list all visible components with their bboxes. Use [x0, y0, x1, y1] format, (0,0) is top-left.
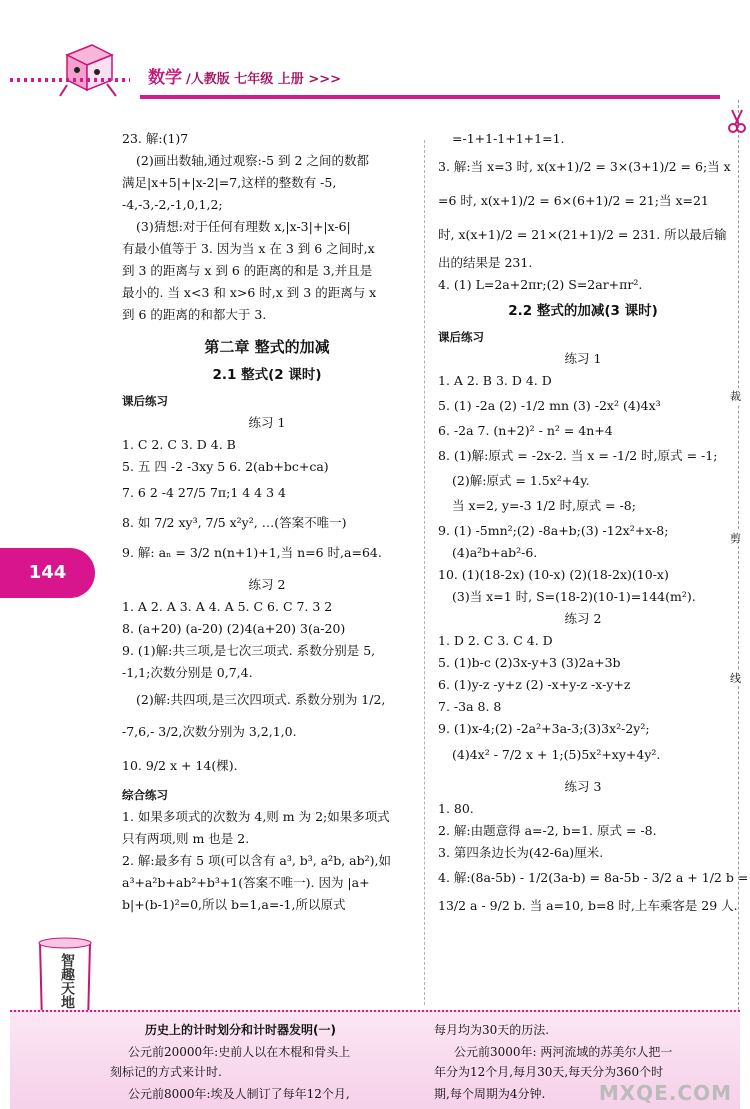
answer-line: a³+a²b+ab²+b³+1(答案不唯一). 因为 |a+	[122, 875, 370, 890]
answer-line: 10. 9/2 x + 14(棵).	[122, 758, 238, 773]
answer-line: 6. (1)y-z -y+z (2) -x+y-z -x-y+z	[438, 677, 631, 692]
answer-line: 有最小值等于 3. 因为当 x 在 3 到 6 之间时,x	[122, 241, 375, 256]
answer-line: 1. 80.	[438, 801, 474, 816]
answer-line: 时, x(x+1)/2 = 21×(21+1)/2 = 231. 所以最后输	[438, 227, 727, 242]
exercise-title: 练习 1	[564, 351, 602, 366]
exercise-title: 练习 3	[564, 779, 602, 794]
history-title: 历史上的计时划分和计时器发明(一)	[145, 1023, 336, 1037]
answer-line: 出的结果是 231.	[438, 255, 533, 270]
cut-label-2: 剪	[730, 532, 741, 545]
history-line: 刻标记的方式来计时.	[110, 1065, 222, 1079]
answer-line: 23. 解:(1)7	[122, 131, 189, 146]
subheading-after-class: 课后练习	[438, 330, 484, 344]
answer-line: b|+(b-1)²=0,所以 b=1,a=-1,所以原式	[122, 897, 346, 912]
header-dots	[10, 78, 130, 82]
answer-line: 2. 解:由题意得 a=-2, b=1. 原式 = -8.	[438, 823, 657, 838]
answer-line: 13/2 a - 9/2 b. 当 a=10, b=8 时,上车乘客是 29 人.	[438, 898, 738, 913]
answer-line: 1. C 2. C 3. D 4. B	[122, 437, 236, 452]
section-heading: 2.1 整式(2 课时)	[212, 367, 322, 383]
answer-line: 4. 解:(8a-5b) - 1/2(3a-b) = 8a-5b - 3/2 a + 1/2 b =	[438, 870, 749, 885]
watermark: MXQE.COM	[598, 1081, 732, 1105]
history-line: 每月均为30天的历法.	[434, 1023, 550, 1037]
answer-line: 满足|x+5|+|x-2|=7,这样的整数有 -5,	[122, 175, 337, 190]
history-line: 年分为12个月,每月30天,每天分为360个时	[434, 1065, 664, 1079]
history-line: 公元前20000年:史前人以在木棍和骨头上	[128, 1045, 351, 1059]
answer-line: 3. 第四条边长为(42-6a)厘米.	[438, 845, 604, 860]
answer-line: 4. (1) L=2a+2πr;(2) S=2ar+πr².	[438, 277, 643, 292]
scissors-icon	[728, 108, 746, 134]
answer-line: 1. A 2. A 3. A 4. A 5. C 6. C 7. 3 2	[122, 599, 333, 614]
header-rule	[140, 95, 720, 99]
answer-line: -1,1;次数分别是 0,7,4.	[122, 665, 253, 680]
page-number-tab: 144	[0, 548, 95, 598]
answer-line: 7. -3a 8. 8	[438, 699, 502, 714]
answer-line: 5. (1) -2a (2) -1/2 mn (3) -2x² (4)4x³	[438, 398, 661, 413]
answer-line: 1. 如果多项式的次数为 4,则 m 为 2;如果多项式	[122, 809, 390, 824]
history-line: 公元前8000年:埃及人制订了每年12个月,	[128, 1087, 350, 1101]
answer-line: (3)猜想:对于任何有理数 x,|x-3|+|x-6|	[136, 219, 351, 234]
answer-line: 9. (1) -5mn²;(2) -8a+b;(3) -12x²+x-8;	[438, 523, 669, 538]
answer-line: (2)解:共四项,是三次四项式. 系数分别为 1/2,	[136, 692, 386, 707]
answer-line: 当 x=2, y=-3 1/2 时,原式 = -8;	[452, 498, 636, 513]
scroll-label: 智趣天地	[59, 953, 75, 1009]
column-divider	[424, 140, 426, 1005]
edition-label: /人教版 七年级 上册 >>>	[186, 72, 342, 87]
answer-line: 7. 6 2 -4 27/5 7π;1 4 4 3 4	[122, 485, 286, 500]
exercise-title: 练习 2	[564, 611, 602, 626]
answer-line: 6. -2a 7. (n+2)² - n² = 4n+4	[438, 423, 613, 438]
answer-line: 9. 解: aₙ = 3/2 n(n+1)+1,当 n=6 时,a=64.	[122, 545, 382, 560]
subheading-synthesis: 综合练习	[122, 788, 168, 802]
answer-line: 1. D 2. C 3. C 4. D	[438, 633, 553, 648]
answer-line: 1. A 2. B 3. D 4. D	[438, 373, 552, 388]
answer-line: (4)a²b+ab²-6.	[452, 545, 538, 560]
answer-line: -7,6,- 3/2,次数分别为 3,2,1,0.	[122, 724, 297, 739]
chapter-heading: 第二章 整式的加减	[204, 338, 330, 356]
answer-line: (3)当 x=1 时, S=(18-2)(10-1)=144(m²).	[452, 589, 696, 604]
answer-line: =6 时, x(x+1)/2 = 6×(6+1)/2 = 21;当 x=21	[438, 193, 709, 208]
answer-line: 最小的. 当 x<3 和 x>6 时,x 到 3 的距离与 x	[122, 285, 377, 300]
answer-line: 2. 解:最多有 5 项(可以含有 a³, b³, a²b, ab²),如	[122, 853, 391, 868]
subject-label: 数学	[148, 68, 182, 88]
answer-line: 5. (1)b-c (2)3x-y+3 (3)2a+3b	[438, 655, 621, 670]
answer-line: 只有两项,则 m 也是 2.	[122, 831, 250, 846]
cut-label-1: 裁	[730, 390, 741, 403]
answer-line: 9. (1)解:共三项,是七次三项式. 系数分别是 5,	[122, 643, 376, 658]
answer-line: 10. (1)(18-2x) (10-x) (2)(18-2x)(10-x)	[438, 567, 669, 582]
answer-line: 到 6 的距离的和都大于 3.	[122, 307, 267, 322]
answer-line: (4)4x² - 7/2 x + 1;(5)5x²+xy+4y².	[452, 747, 661, 762]
cube-mascot-icon	[52, 40, 122, 100]
answer-line: 8. (1)解:原式 = -2x-2. 当 x = -1/2 时,原式 = -1;	[438, 448, 718, 463]
answer-line: 8. (a+20) (a-20) (2)4(a+20) 3(a-20)	[122, 621, 346, 636]
answer-line: 3. 解:当 x=3 时, x(x+1)/2 = 3×(3+1)/2 = 6;当 x	[438, 159, 731, 174]
answer-line: 8. 如 7/2 xy³, 7/5 x²y², …(答案不唯一)	[122, 515, 347, 530]
answer-line: (2)画出数轴,通过观察:-5 到 2 之间的数都	[136, 153, 369, 168]
answer-line: 5. 五 四 -2 -3xy 5 6. 2(ab+bc+ca)	[122, 459, 329, 474]
answer-line: =-1+1-1+1+1=1.	[452, 131, 565, 146]
right-column	[438, 128, 749, 920]
answer-line: 9. (1)x-4;(2) -2a²+3a-3;(3)3x²-2y²;	[438, 721, 650, 736]
history-line: 期,每个周期为4分钟.	[434, 1087, 546, 1101]
left-column	[122, 128, 412, 916]
section-heading: 2.2 整式的加减(3 课时)	[508, 303, 658, 319]
answer-line: -4,-3,-2,-1,0,1,2;	[122, 197, 223, 212]
cut-line	[738, 100, 740, 1080]
exercise-title: 练习 1	[248, 415, 286, 430]
answer-line: 到 3 的距离与 x 到 6 的距离的和是 3,并且是	[122, 263, 373, 278]
cut-label-3: 线	[730, 672, 741, 685]
header-title	[148, 63, 341, 88]
answer-line: (2)解:原式 = 1.5x²+4y.	[452, 473, 590, 488]
subheading-after-class: 课后练习	[122, 394, 168, 408]
history-line: 公元前3000年: 两河流域的苏美尔人把一	[454, 1045, 673, 1059]
exercise-title: 练习 2	[248, 577, 286, 592]
history-box	[10, 1010, 740, 1109]
